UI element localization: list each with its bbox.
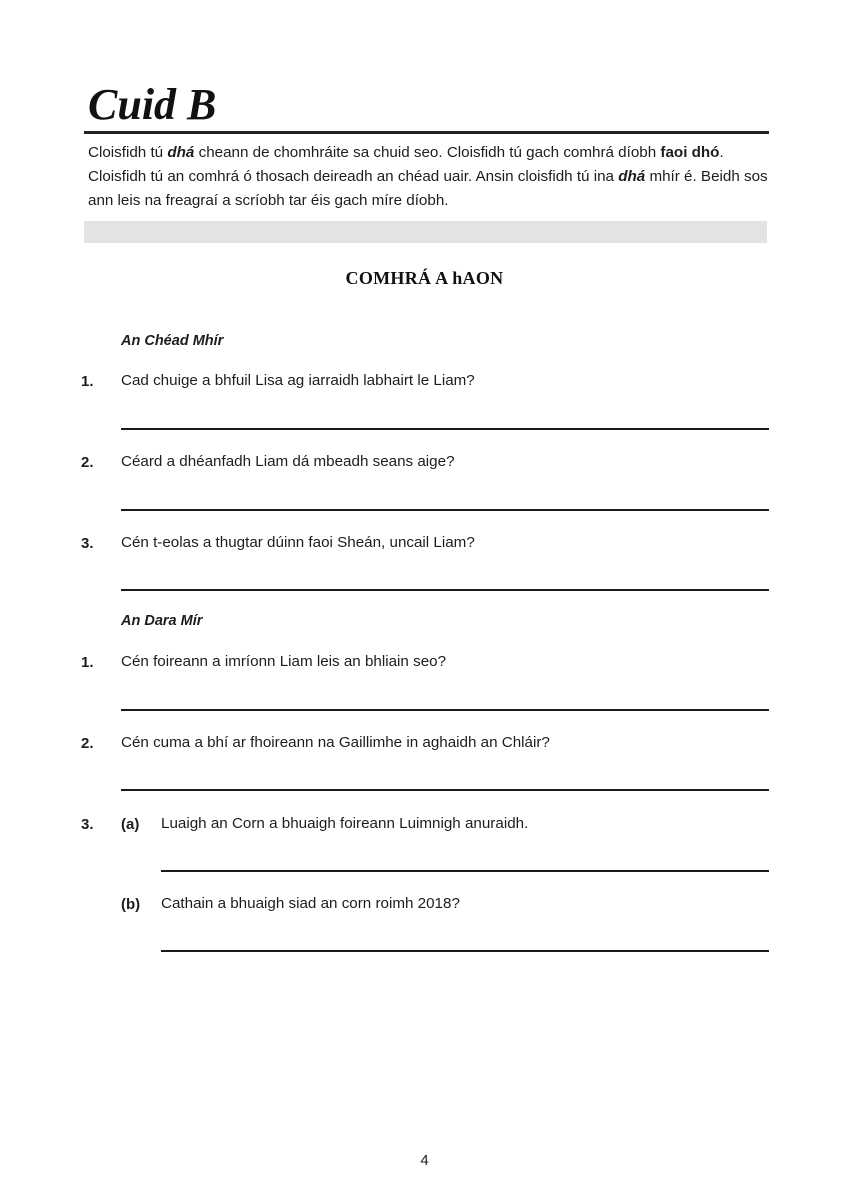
question-number: 1. (81, 373, 94, 390)
answer-line[interactable] (121, 428, 769, 430)
answer-line[interactable] (161, 950, 769, 952)
answer-line[interactable] (121, 789, 769, 791)
part-heading: An Chéad Mhír (121, 333, 224, 349)
sub-question-text: Luaigh an Corn a bhuaigh foireann Luimnigh anuraidh. (161, 815, 529, 832)
question-number: 1. (81, 654, 94, 671)
sub-question-text: Cathain a bhuaigh siad an corn roimh 2018? (161, 895, 460, 912)
sub-question-letter: (a) (121, 816, 140, 833)
question-number: 3. (81, 535, 94, 552)
answer-line[interactable] (121, 589, 769, 591)
question-text: Cén t-eolas a thugtar dúinn faoi Sheán, uncail Liam? (121, 534, 475, 551)
answer-line[interactable] (121, 509, 769, 511)
intro-text: Cloisfidh tú (88, 144, 168, 161)
intro-text: mhír é. Beidh sos ann leis na freagraí a scríobh tar éis gach míre díobh. (88, 168, 768, 209)
grey-band (84, 221, 767, 243)
intro-emphasis: dhá (167, 144, 195, 161)
intro-emphasis: dhá (618, 168, 646, 185)
answer-line[interactable] (161, 870, 769, 872)
question-text: Cad chuige a bhfuil Lisa ag iarraidh labhairt le Liam? (121, 372, 475, 389)
intro-bold: faoi dhó (660, 144, 720, 161)
question-number: 3. (81, 816, 94, 833)
question-text: Cén cuma a bhí ar fhoireann na Gaillimhe in aghaidh an Chláir? (121, 734, 550, 751)
part-heading: An Dara Mír (121, 613, 203, 629)
question-number: 2. (81, 735, 94, 752)
section-heading: COMHRÁ A hAON (345, 268, 504, 288)
sub-question-letter: (b) (121, 896, 141, 913)
page-title: Cuid B (88, 80, 217, 129)
question-text: Céard a dhéanfadh Liam dá mbeadh seans aige? (121, 453, 455, 470)
intro-text: cheann de chomhráite sa chuid seo. Cloisfidh tú gach comhrá díobh (194, 144, 661, 161)
title-divider (84, 131, 769, 134)
question-text: Cén foireann a imríonn Liam leis an bhliain seo? (121, 653, 447, 670)
question-number: 2. (81, 454, 94, 471)
page-number: 4 (420, 1152, 429, 1169)
intro-text: . Cloisfidh tú an comhrá ó thosach deireadh an chéad uair. Ansin cloisfidh tú ina (88, 144, 724, 185)
instructions-paragraph (88, 141, 768, 213)
answer-line[interactable] (121, 709, 769, 711)
